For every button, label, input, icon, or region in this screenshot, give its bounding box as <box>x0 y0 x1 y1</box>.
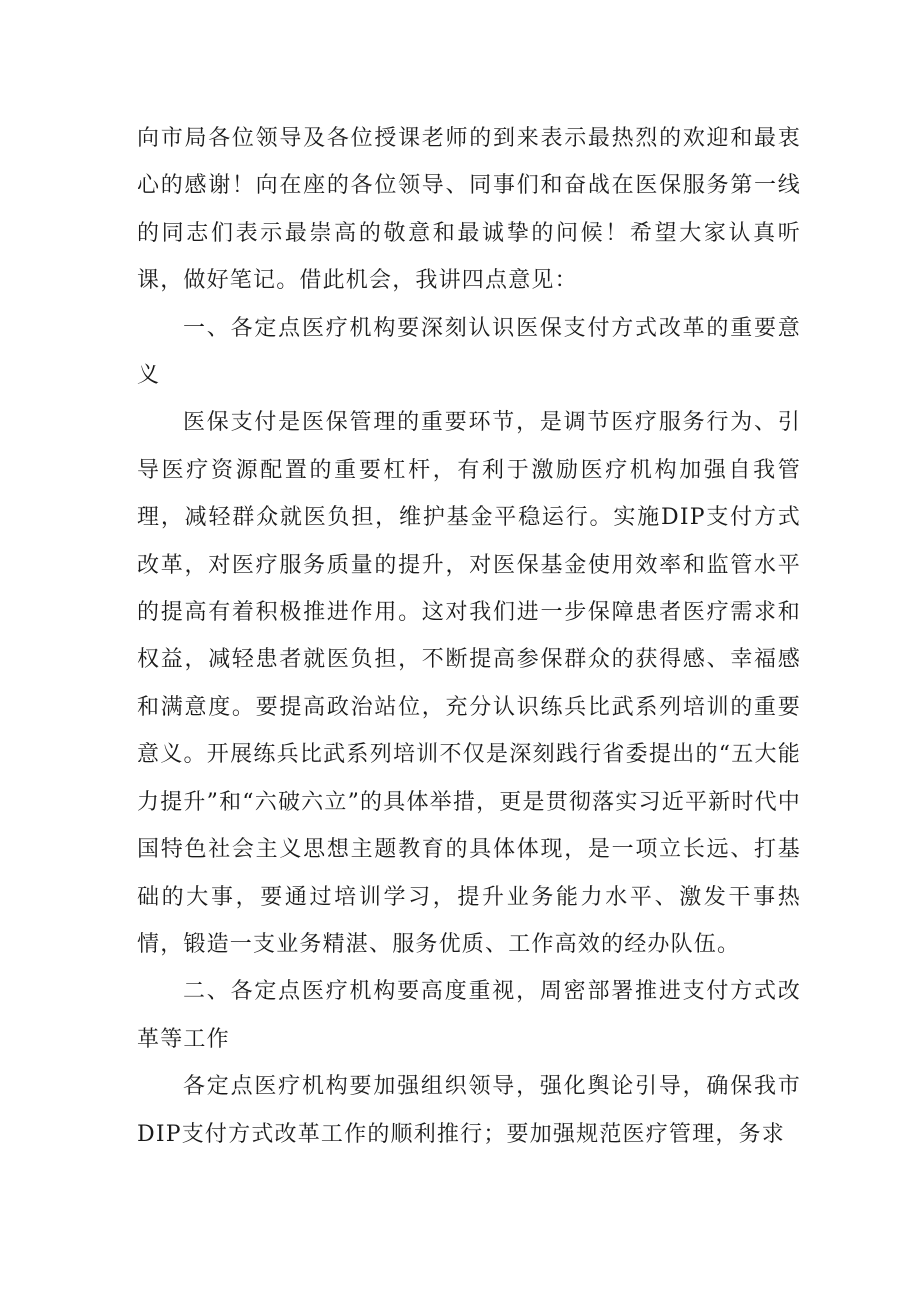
paragraph-section-1-body: 医保支付是医保管理的重要环节，是调节医疗服务行为、引导医疗资源配置的重要杠杆，有利于激励医疗机构加强自我管理，减轻群众就医负担，维护基金平稳运行。实施DIP支付方式改革，对医疗服务质量的提升，对医保基金使用效率和监管水平的提高有着积极推进作用。这对我们进一步保障患者医疗需求和权益，减轻患者就医负担，不断提高参保群众的获得感、幸福感和满意度。要提高政治站位，充分认识练兵比武系列培训的重要意义。开展练兵比武系列培训不仅是深刻践行省委提出的“五大能力提升”和“六破六立”的具体举措，更是贯彻落实习近平新时代中国特色社会主义思想主题教育的具体体现，是一项立长远、打基础的大事，要通过培训学习，提升业务能力水平、激发干事热情，锻造一支业务精湛、服务优质、工作高效的经办队伍。 <box>137 410 801 957</box>
paragraph-section-2-body: 各定点医疗机构要加强组织领导，强化舆论引导，确保我市DIP支付方式改革工作的顺利推行；要加强规范医疗管理，务求 <box>137 1074 801 1147</box>
section-heading-2: 二、各定点医疗机构要高度重视，周密部署推进支付方式改革等工作 <box>137 979 801 1052</box>
document-body <box>137 115 801 1158</box>
section-heading-1: 一、各定点医疗机构要深刻认识医保支付方式改革的重要意义 <box>137 315 801 389</box>
paragraph-opening: 向市局各位领导及各位授课老师的到来表示最热烈的欢迎和最衷心的感谢！向在座的各位领导、同事们和奋战在医保服务第一线的同志们表示最崇高的敬意和最诚挚的问候！希望大家认真听课，做好笔记。借此机会，我讲四点意见： <box>137 126 801 294</box>
